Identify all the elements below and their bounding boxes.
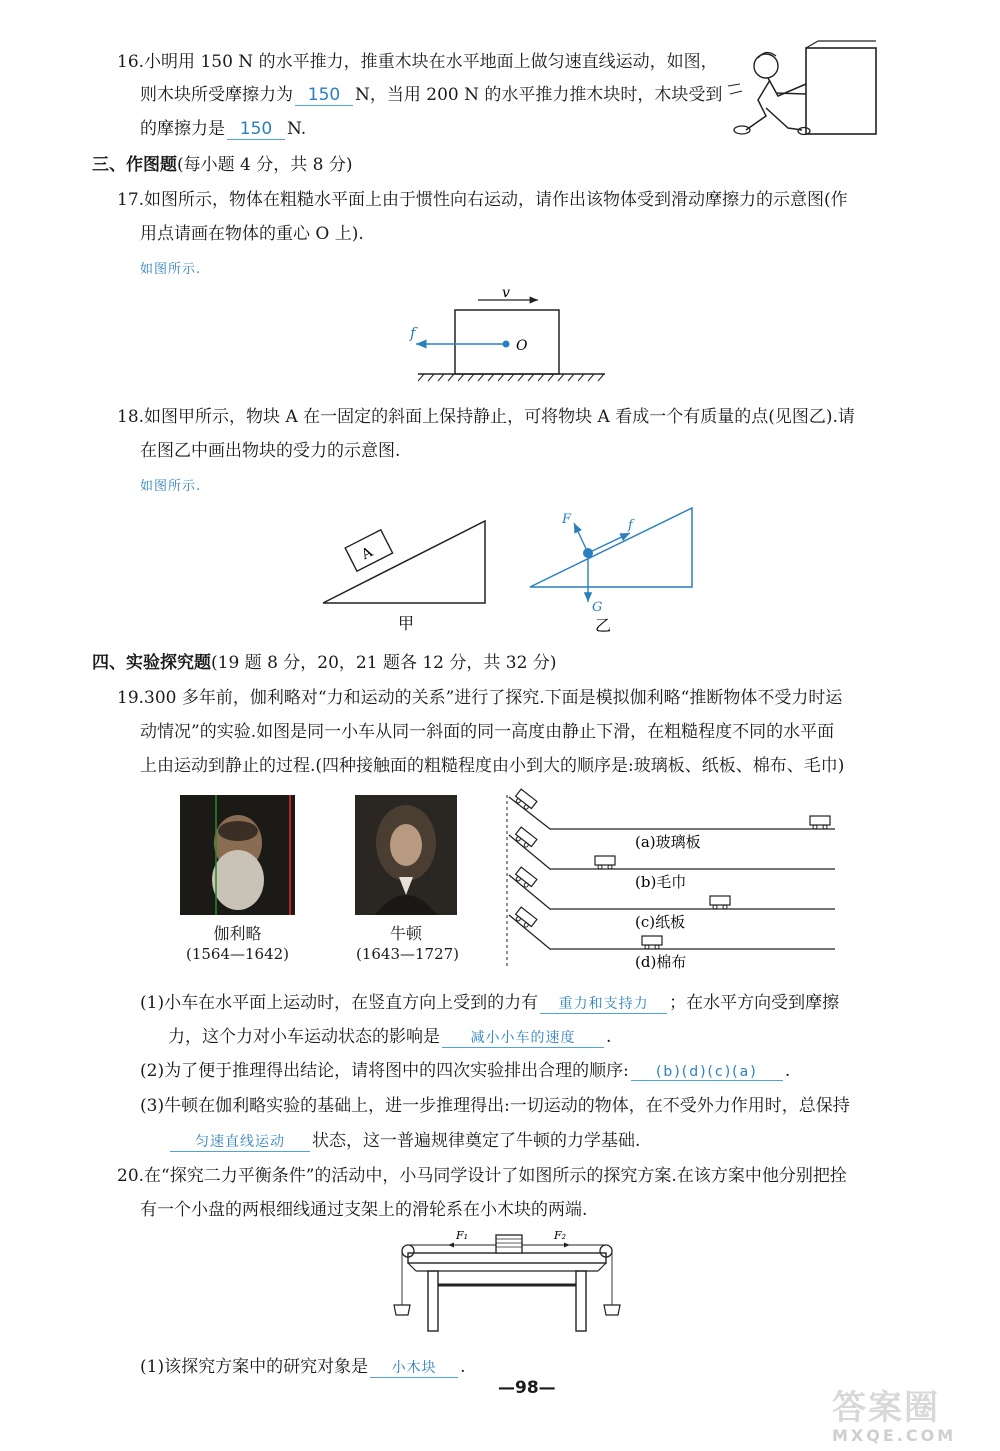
q19-line3: 上由运动到静止的过程.(四种接触面的粗糙程度由小到大的顺序是:玻璃板、纸板、棉布、毛巾) [140, 756, 845, 776]
q19-part1-line2 [168, 1022, 611, 1048]
q18-incline-diagrams [318, 505, 708, 635]
q16-text: N. [287, 119, 307, 139]
newton-name: 牛顿 [389, 924, 422, 943]
q19-text: (2)为了便于推理得出结论，请将图中的四次实验排出合理的顺序: [140, 1061, 629, 1081]
surface-label: (b)毛巾 [635, 873, 687, 891]
section-note: (19 题 8 分，20，21 题各 12 分，共 32 分) [211, 653, 557, 673]
q19-line1: 19.300 多年前，伽利略对“力和运动的关系”进行了探究.下面是模拟伽利略“推断物体不受力时运 [117, 688, 843, 708]
newton-portrait [355, 795, 457, 915]
q19-text: 力，这个力对小车运动状态的影响是 [168, 1027, 440, 1047]
q19-line2: 动情况”的实验.如图是同一小车从同一斜面的同一高度由静止下滑，在粗糙程度不同的水平面 [140, 722, 835, 742]
boy-pushing-box-figure [718, 38, 883, 138]
section-title: 四、实验探究题 [92, 653, 211, 673]
velocity-label: v [502, 285, 510, 301]
normal-force-label: F [562, 512, 572, 527]
q19-text: ；在水平方向受到摩擦 [669, 993, 840, 1013]
galileo-portrait [180, 795, 295, 915]
watermark-top-text: 答案圈 [832, 1388, 940, 1428]
newton-years: (1643—1727) [355, 945, 460, 963]
q18-answer-note: 如图所示. [140, 479, 202, 494]
q20-text: . [460, 1357, 466, 1377]
page-number: —98— [498, 1378, 556, 1398]
q20-answer-object: 小木块 [370, 1357, 458, 1378]
gravity-label: G [592, 600, 603, 615]
q16-line2 [140, 80, 722, 106]
q19-part2 [140, 1056, 790, 1081]
site-watermark-logo [832, 1390, 992, 1448]
force-f1-label: F₁ [456, 1229, 469, 1242]
q19-part3-line2 [168, 1126, 640, 1152]
center-o-label: O [516, 338, 528, 354]
experiment-a [509, 789, 835, 851]
q16-text: N，当用 200 N 的水平推力推木块时，木块受到 [355, 85, 723, 105]
watermark-bottom-text: MXQE.COM [832, 1426, 957, 1445]
galileo-years: (1564—1642) [185, 945, 290, 963]
figure-yi-caption: 乙 [595, 616, 612, 635]
q19-text: . [606, 1027, 612, 1047]
q16-line1: 16.小明用 150 N 的水平推力，推重木块在水平地面上做匀速直线运动，如图， [117, 52, 718, 72]
cart-incline-experiments [505, 785, 845, 975]
section-4-heading [92, 648, 556, 673]
q16-text: 的摩擦力是 [140, 119, 225, 139]
q17-line2: 用点请画在物体的重心 O 上). [140, 224, 364, 244]
surface-label: (d)棉布 [635, 953, 687, 971]
q16-answer-2: 150 [227, 119, 285, 140]
q19-text: . [784, 1061, 791, 1081]
section-note: (每小题 4 分，共 8 分) [177, 155, 353, 175]
q19-part3-line1: (3)牛顿在伽利略实验的基础上，进一步推理得出:一切运动的物体，在不受外力作用时，总保持 [140, 1096, 850, 1116]
q17-friction-diagram [400, 282, 610, 382]
q20-line2: 有一个小盘的两根细线通过支架上的滑轮系在小木块的两端. [140, 1200, 588, 1220]
q16-line3 [140, 114, 306, 140]
force-f2-label: F₂ [554, 1229, 567, 1242]
friction-force-label: f [628, 518, 633, 533]
q20-text: (1)该探究方案中的研究对象是 [140, 1357, 369, 1377]
q16-text: 则木块所受摩擦力为 [140, 85, 293, 105]
q17-answer-note: 如图所示. [140, 262, 202, 277]
q18-line1: 18.如图甲所示，物块 A 在一固定的斜面上保持静止，可将物块 A 看成一个有质量的点(见图乙).请 [117, 407, 855, 427]
friction-label: f [410, 324, 416, 342]
q16-answer-1: 150 [295, 85, 353, 106]
surface-label: (a)玻璃板 [635, 833, 701, 851]
q19-answer-effect: 减小小车的速度 [442, 1027, 604, 1048]
section-3-heading [92, 150, 353, 175]
two-force-balance-apparatus [388, 1225, 628, 1345]
surface-label: (c)纸板 [635, 913, 686, 931]
q19-text: (1)小车在水平面上运动时，在竖直方向上受到的力有 [140, 993, 539, 1013]
figure-jia-caption: 甲 [398, 614, 415, 633]
q17-line1: 17.如图所示，物体在粗糙水平面上由于惯性向右运动，请作出该物体受到滑动摩擦力的示意图(作 [117, 190, 848, 210]
galileo-name: 伽利略 [213, 924, 262, 943]
section-title: 三、作图题 [92, 155, 177, 175]
block-a-label: A [359, 544, 376, 564]
q19-part1-line1 [140, 988, 839, 1014]
q20-line1: 20.在“探究二力平衡条件”的活动中，小马同学设计了如图所示的探究方案.在该方案中他分别把拴 [117, 1166, 847, 1186]
q19-answer-order: (b)(d)(c)(a) [631, 1064, 783, 1081]
q18-line2: 在图乙中画出物块的受力的示意图. [140, 441, 401, 461]
q19-answer-state: 匀速直线运动 [170, 1131, 310, 1152]
q19-answer-forces: 重力和支持力 [540, 993, 667, 1014]
q20-part1 [140, 1352, 466, 1378]
q19-text: 状态，这一普遍规律奠定了牛顿的力学基础. [312, 1131, 641, 1151]
